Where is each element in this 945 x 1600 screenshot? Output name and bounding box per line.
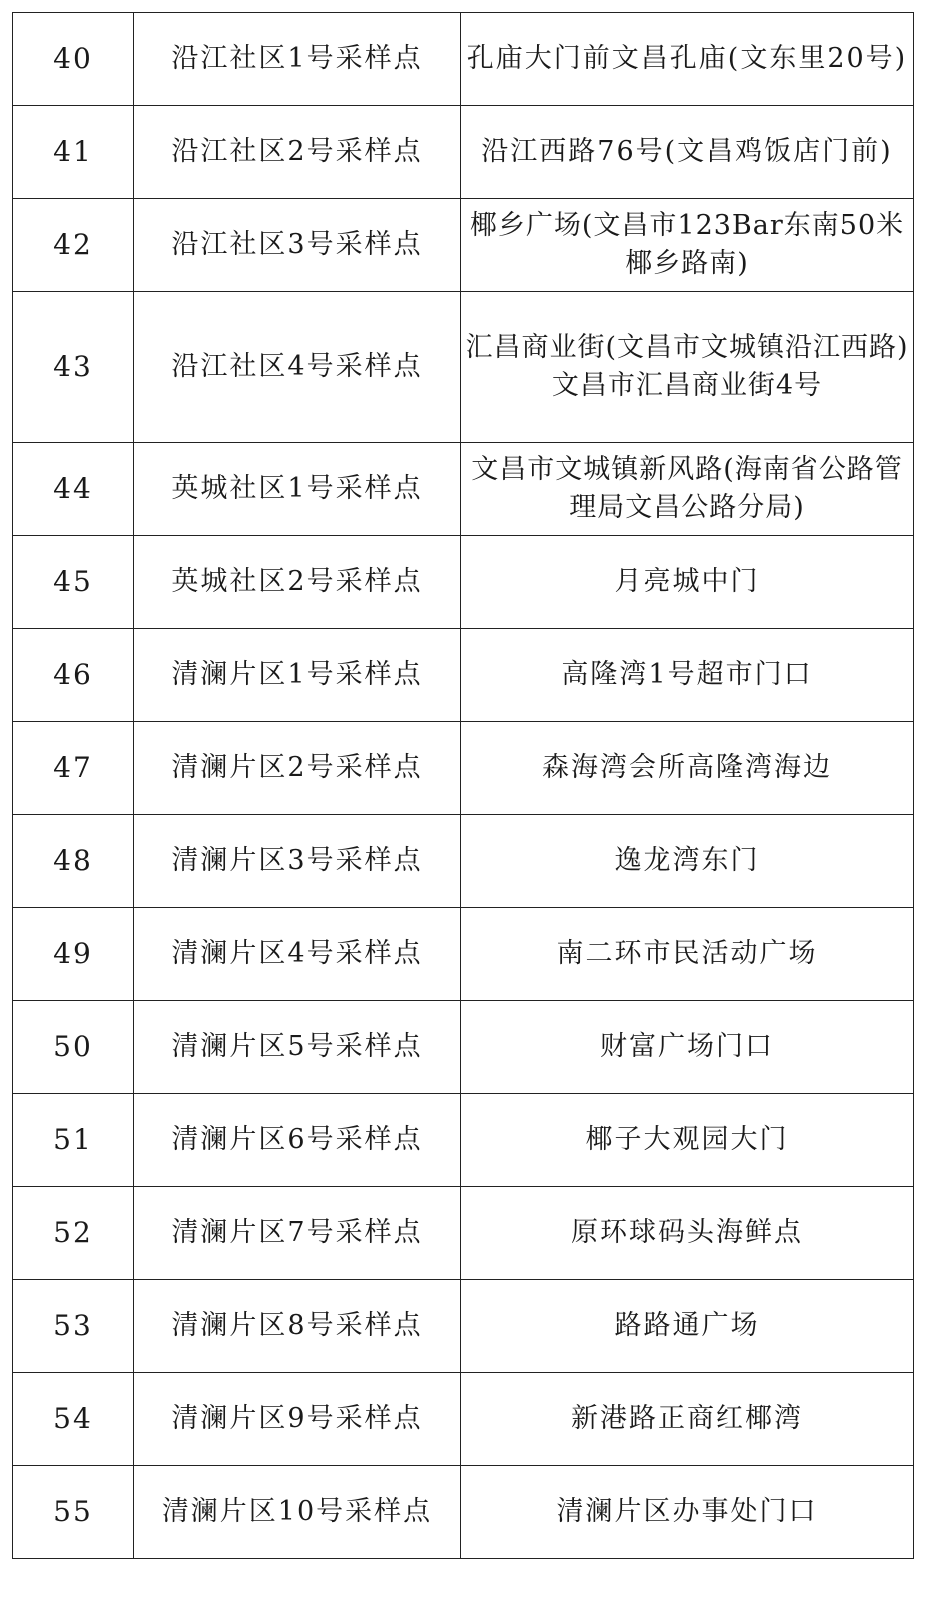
table-row [13,1466,914,1559]
site-name-cell: 沿江社区2号采样点 [134,106,461,199]
site-address-cell: 南二环市民活动广场 [461,908,914,1001]
row-number-cell: 55 [13,1466,134,1559]
site-address-cell: 沿江西路76号(文昌鸡饭店门前) [461,106,914,199]
row-number-cell: 43 [13,292,134,443]
site-address-cell: 原环球码头海鲜点 [461,1187,914,1280]
site-address-cell: 孔庙大门前文昌孔庙(文东里20号) [461,13,914,106]
row-number-cell: 51 [13,1094,134,1187]
table-row [13,13,914,106]
row-number-cell: 52 [13,1187,134,1280]
table-row [13,1280,914,1373]
site-name-cell: 清澜片区3号采样点 [134,815,461,908]
site-address-cell: 清澜片区办事处门口 [461,1466,914,1559]
site-name-cell: 清澜片区10号采样点 [134,1466,461,1559]
row-number-cell: 40 [13,13,134,106]
site-address-cell: 椰乡广场(文昌市123Bar东南50米椰乡路南) [461,199,914,292]
site-address-cell: 森海湾会所高隆湾海边 [461,722,914,815]
table-row [13,908,914,1001]
row-number-cell: 45 [13,536,134,629]
row-number-cell: 47 [13,722,134,815]
row-number-cell: 46 [13,629,134,722]
table-row [13,292,914,443]
table-row [13,536,914,629]
table-row [13,722,914,815]
site-address-cell: 月亮城中门 [461,536,914,629]
site-address-cell: 汇昌商业街(文昌市文城镇沿江西路)文昌市汇昌商业街4号 [461,292,914,443]
site-name-cell: 清澜片区9号采样点 [134,1373,461,1466]
site-name-cell: 沿江社区3号采样点 [134,199,461,292]
site-name-cell: 沿江社区1号采样点 [134,13,461,106]
sampling-sites-table [12,12,914,1559]
site-name-cell: 清澜片区2号采样点 [134,722,461,815]
site-address-cell: 新港路正商红椰湾 [461,1373,914,1466]
table-row [13,443,914,536]
site-address-cell: 文昌市文城镇新风路(海南省公路管理局文昌公路分局) [461,443,914,536]
row-number-cell: 50 [13,1001,134,1094]
table-row [13,629,914,722]
table-row [13,199,914,292]
row-number-cell: 53 [13,1280,134,1373]
table-row [13,1094,914,1187]
table-row [13,1187,914,1280]
site-name-cell: 清澜片区1号采样点 [134,629,461,722]
site-name-cell: 英城社区1号采样点 [134,443,461,536]
row-number-cell: 49 [13,908,134,1001]
site-name-cell: 清澜片区8号采样点 [134,1280,461,1373]
table-row [13,815,914,908]
site-address-cell: 路路通广场 [461,1280,914,1373]
site-name-cell: 清澜片区5号采样点 [134,1001,461,1094]
site-name-cell: 清澜片区4号采样点 [134,908,461,1001]
row-number-cell: 41 [13,106,134,199]
table-row [13,1001,914,1094]
site-name-cell: 清澜片区6号采样点 [134,1094,461,1187]
site-name-cell: 清澜片区7号采样点 [134,1187,461,1280]
site-address-cell: 逸龙湾东门 [461,815,914,908]
row-number-cell: 48 [13,815,134,908]
site-address-cell: 高隆湾1号超市门口 [461,629,914,722]
site-name-cell: 英城社区2号采样点 [134,536,461,629]
site-address-cell: 椰子大观园大门 [461,1094,914,1187]
row-number-cell: 54 [13,1373,134,1466]
row-number-cell: 44 [13,443,134,536]
table-row [13,106,914,199]
table-row [13,1373,914,1466]
table-body [13,13,914,1559]
row-number-cell: 42 [13,199,134,292]
site-address-cell: 财富广场门口 [461,1001,914,1094]
site-name-cell: 沿江社区4号采样点 [134,292,461,443]
